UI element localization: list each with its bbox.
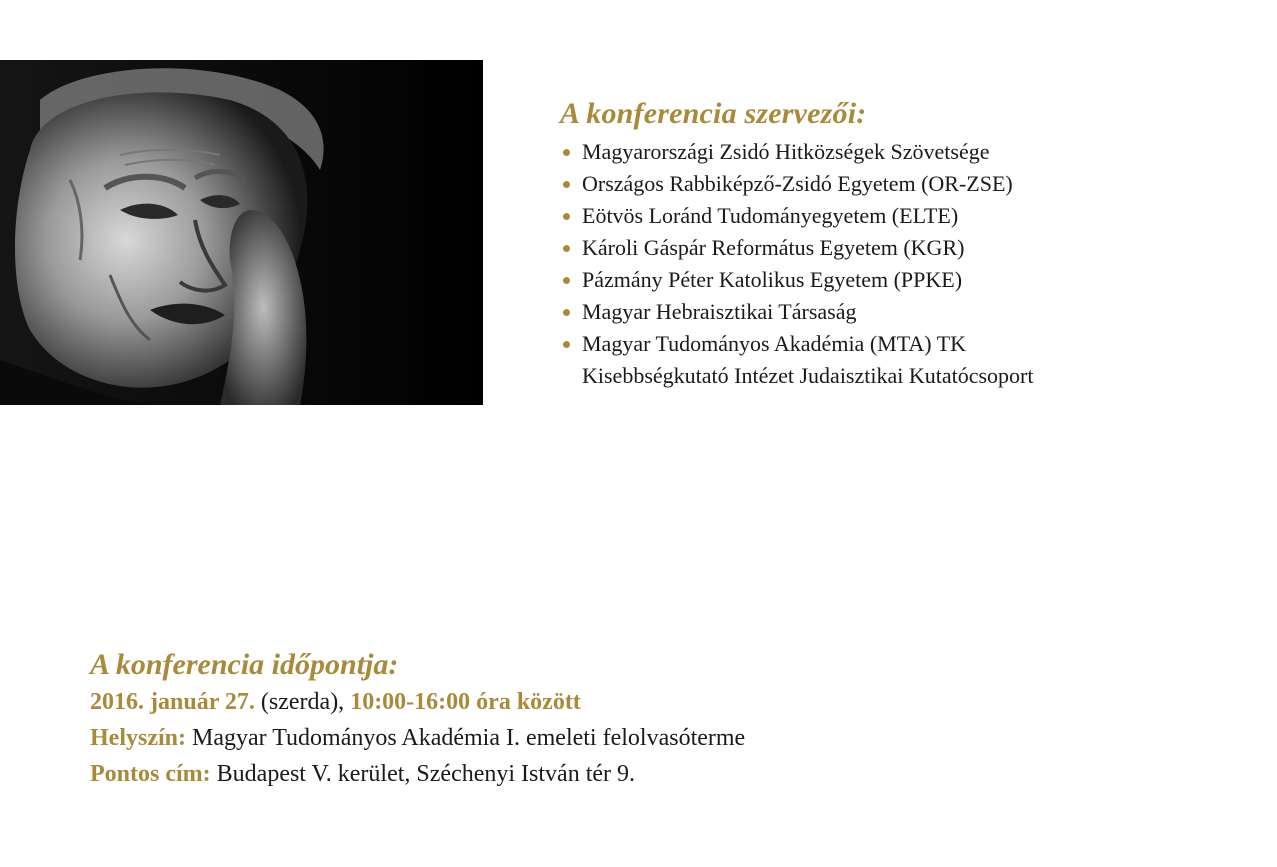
event-date: 2016. január 27. xyxy=(90,689,255,715)
organizer-name: Országos Rabbiképző-Zsidó Egyetem (OR-ZSE) xyxy=(582,171,1013,196)
list-item xyxy=(560,200,1260,232)
bullet-icon xyxy=(563,245,570,252)
address-label: Pontos cím: xyxy=(90,761,211,787)
organizers-section xyxy=(560,96,1260,392)
bullet-icon xyxy=(563,213,570,220)
bullet-icon xyxy=(563,277,570,284)
bullet-icon xyxy=(563,309,570,316)
list-item xyxy=(560,264,1260,296)
portrait-photo xyxy=(0,60,483,405)
list-item xyxy=(560,168,1260,200)
list-item xyxy=(560,136,1260,168)
organizer-name: Magyar Tudományos Akadémia (MTA) TK xyxy=(582,331,967,356)
venue-line xyxy=(90,720,1190,756)
venue-value: Magyar Tudományos Akadémia I. emeleti felolvasóterme xyxy=(186,725,746,751)
organizer-name-continued: Kisebbségkutató Intézet Judaisztikai Kutatócsoport xyxy=(582,363,1034,388)
list-item xyxy=(560,328,1260,392)
portrait-photo-illustration xyxy=(0,60,483,405)
schedule-title: A konferencia időpontja: xyxy=(90,648,399,681)
address-value: Budapest V. kerület, Széchenyi István tér 9. xyxy=(210,761,636,787)
organizer-name: Eötvös Loránd Tudományegyetem (ELTE) xyxy=(582,203,959,228)
organizer-name: Magyar Hebraisztikai Társaság xyxy=(582,299,857,324)
event-time: 10:00-16:00 óra között xyxy=(350,689,581,715)
date-line xyxy=(90,684,1190,720)
venue-label: Helyszín: xyxy=(90,725,186,751)
list-item xyxy=(560,232,1260,264)
list-item xyxy=(560,296,1260,328)
organizers-title: A konferencia szervezői: xyxy=(560,97,867,130)
address-line xyxy=(90,756,1190,792)
bullet-icon xyxy=(563,181,570,188)
organizer-name: Károli Gáspár Református Egyetem (KGR) xyxy=(582,235,965,260)
schedule-section xyxy=(90,646,1190,792)
event-day: (szerda), xyxy=(254,689,351,715)
organizer-name: Pázmány Péter Katolikus Egyetem (PPKE) xyxy=(582,267,963,292)
bullet-icon xyxy=(563,341,570,348)
bullet-icon xyxy=(563,149,570,156)
organizer-name: Magyarországi Zsidó Hitközségek Szövetsége xyxy=(582,139,990,164)
organizers-list xyxy=(560,136,1260,392)
